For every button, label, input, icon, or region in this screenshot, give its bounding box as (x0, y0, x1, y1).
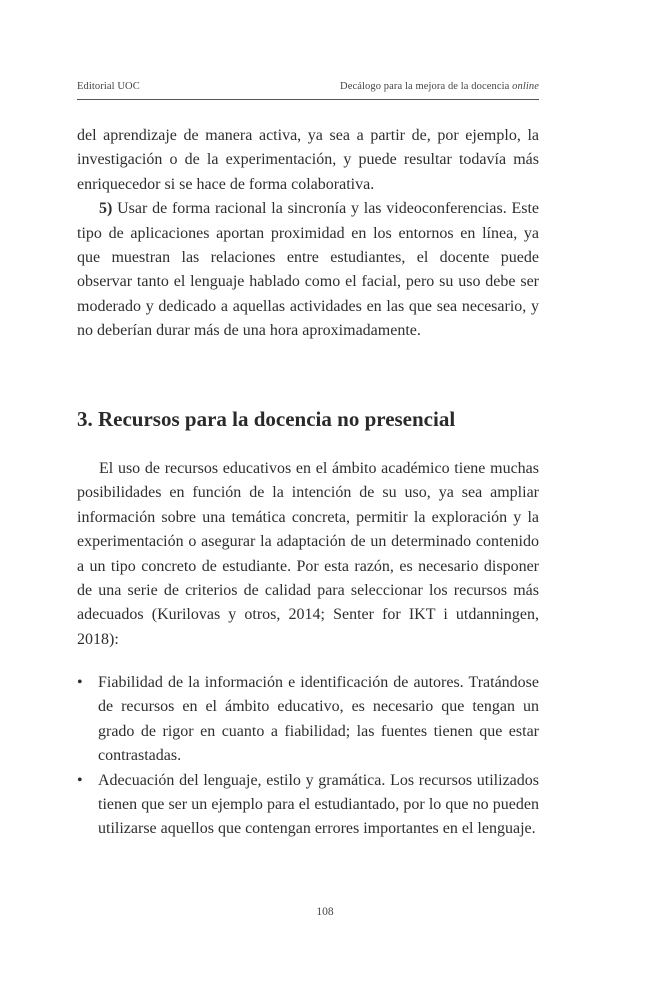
book-title-italic: online (512, 81, 539, 92)
list-item-text: Adecuación del lenguaje, estilo y gramática. Los recursos utilizados tienen que ser un ejemplo para el estudiantado, por lo que no pueden utilizarse aquellos que contengan errores importantes en el lenguaje. (98, 771, 539, 838)
criteria-list (77, 671, 539, 842)
bullet-icon: • (77, 674, 83, 691)
section-paragraph: El uso de recursos educativos en el ámbito académico tiene muchas posibilidades en función de la intención de su uso, ya sea ampliar información sobre una temática concreta, permitir la exploración y la experimentación o asegurar la adaptación de un determinado contenido a un tipo concreto de estudiante. Por esta razón, es necesario disponer de una serie de criterios de calidad para seleccionar los recursos más adecuados (Kurilovas y otros, 2014; Senter for IKT i utdanningen, 2018): (77, 460, 539, 648)
book-title (340, 81, 539, 92)
bullet-icon: • (77, 771, 83, 789)
continued-paragraph: del aprendizaje de manera activa, ya sea a partir de, por ejemplo, la investigación o de la experimentación, y puede resultar todavía más enriquecedor si se hace de forma colaborativa. (77, 127, 539, 193)
page-number: 108 (316, 906, 334, 918)
list-item-text: Fiabilidad de la información e identificación de autores. Tratándose de recursos en el ámbito educativo, es necesario que tengan un grado de rigor en cuanto a fiabilidad; las fuentes tienen que estar contrastadas. (98, 674, 539, 765)
book-title-main: Decálogo para la mejora de la docencia (340, 81, 510, 92)
publisher-name: Editorial UOC (77, 81, 140, 92)
section-text-block (77, 457, 539, 652)
header-rule (77, 99, 539, 100)
top-text-block (77, 124, 539, 344)
section-heading: 3. Recursos para la docencia no presencial (77, 407, 456, 431)
list-item (77, 671, 539, 769)
point-5-text: Usar de forma racional la sincronía y las videoconferencias. Este tipo de aplicaciones aportan proximidad en los entornos en línea, ya que muestran las relaciones entre estudiantes, el docente puede observar tanto el lenguaje hablado como el facial, pero su uso debe ser moderado y dedicado a aquellas actividades en las que sea necesario, y no deberían durar más de una hora aproximadamente. (77, 200, 540, 340)
point-number: 5) (99, 200, 113, 218)
point-5-paragraph (77, 197, 539, 343)
list-item (77, 769, 539, 842)
running-header (77, 81, 539, 97)
